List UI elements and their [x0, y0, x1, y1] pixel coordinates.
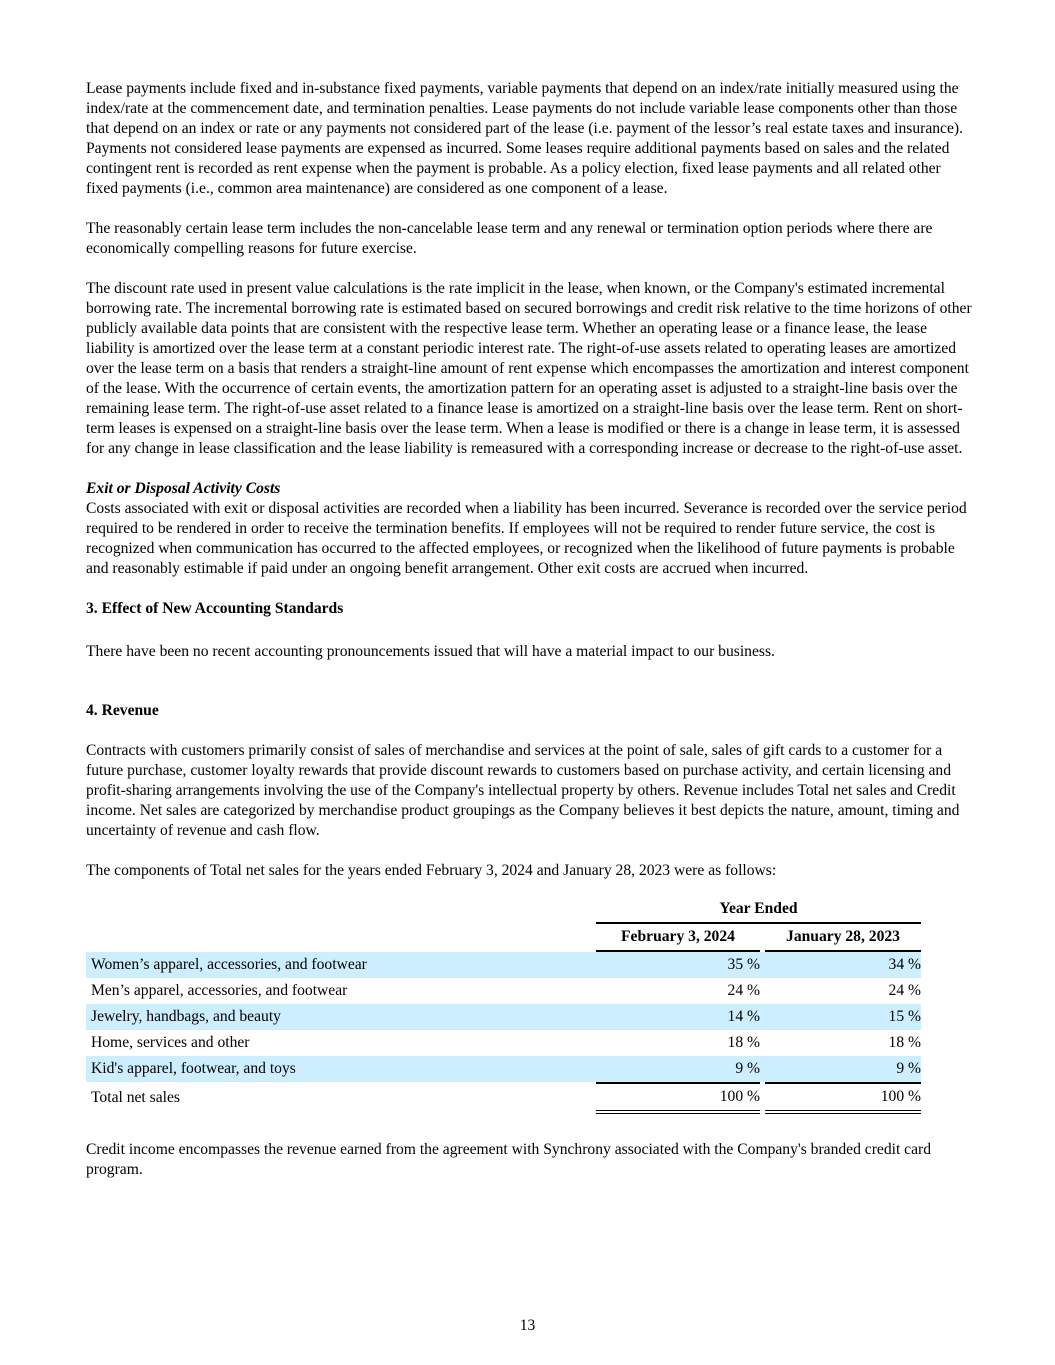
row-label: Jewelry, handbags, and beauty: [86, 1004, 596, 1030]
table-total-row: [86, 1082, 921, 1114]
row-label: Home, services and other: [91, 1034, 250, 1051]
table-header-row-dates: [86, 924, 921, 952]
row-value-2023: 18 %: [888, 1034, 921, 1051]
row-label: Women’s apparel, accessories, and footwear: [86, 952, 596, 978]
row-value-2023: 34 %: [765, 952, 921, 978]
table-row: [86, 1030, 921, 1056]
net-sales-table: [86, 896, 921, 1114]
paragraph-components-intro: The components of Total net sales for the years ended February 3, 2024 and January 28, 2023 were as follows:: [86, 862, 777, 879]
total-value-2023: 100 %: [765, 1082, 921, 1114]
paragraph-lease-term: The reasonably certain lease term includes the non-cancelable lease term and any renewal or termination option periods where there are economically compelling reasons for future exercise.: [86, 220, 933, 257]
paragraph-exit-costs: Costs associated with exit or disposal activities are recorded when a liability has been incurred. Severance is recorded over the service period required to be rendered in order to receive the termination benefits. If employees will not be required to render future service, the cost is recognized when communication has occurred to the affected employees, or recognized when the likelihood of future payments is probable and reasonably estimable if paid under an ongoing benefit arrangement. Other exit costs are accrued when incurred.: [86, 500, 967, 577]
section-3-heading: 3. Effect of New Accounting Standards: [86, 600, 344, 617]
table-row: [86, 952, 921, 978]
table-header-row-group: [86, 896, 921, 924]
row-value-2024: 35 %: [596, 952, 760, 978]
row-value-2024: 14 %: [596, 1004, 760, 1030]
document-page: [86, 79, 972, 1180]
total-label: Total net sales: [91, 1089, 180, 1106]
year-ended-header: Year Ended: [596, 896, 921, 924]
paragraph-discount-rate: The discount rate used in present value calculations is the rate implicit in the lease, when known, or the Company's estimated incremental borrowing rate. The incremental borrowing rate is estimated based on secured borrowings and credit risk relative to the time horizons of other publicly available data points that are consistent with the respective lease term. Whether an operating lease or a finance lease, the lease liability is amortized over the lease term at a constant periodic interest rate. The right-of-use assets related to operating leases are amortized over the lease term on a basis that renders a straight-line amount of rent expense which encompasses the amortization and interest component of the lease. With the occurrence of certain events, the amortization pattern for an operating asset is adjusted to a straight-line basis over the remaining lease term. The right-of-use asset related to a finance lease is amortized on a straight-line basis over the lease term. Rent on short-term leases is expensed on a straight-line basis over the lease term. When a lease is modified or there is a change in lease term, it is assessed for any change in lease classification and the lease liability is remeasured with a corresponding increase or decrease to the right-of-use asset.: [86, 280, 972, 457]
section-4-heading: 4. Revenue: [86, 702, 159, 719]
table-row: [86, 1056, 921, 1082]
row-value-2024: 9 %: [596, 1056, 760, 1082]
row-value-2023: 15 %: [765, 1004, 921, 1030]
column-header-jan-2023: January 28, 2023: [765, 924, 921, 952]
table-row: [86, 1004, 921, 1030]
paragraph-section-3: There have been no recent accounting pronouncements issued that will have a material impact to our business.: [86, 643, 775, 660]
row-label: Kid's apparel, footwear, and toys: [86, 1056, 596, 1082]
row-label: Men’s apparel, accessories, and footwear: [91, 982, 348, 999]
table-row: [86, 978, 921, 1004]
row-value-2023: 24 %: [888, 982, 921, 999]
page-number: 13: [519, 1317, 536, 1334]
row-value-2023: 9 %: [765, 1056, 921, 1082]
paragraph-lease-payments: Lease payments include fixed and in-substance fixed payments, variable payments that depend on an index/rate initially measured using the index/rate at the commencement date, and termination penalties. Lease payments do not include variable lease components other than those that depend on an index or rate or any payments not considered part of the lease (i.e. payment of the lessor’s real estate taxes and insurance). Payments not considered lease payments are expensed as incurred. Some leases require additional payments based on sales and the related contingent rent is recorded as rent expense when the payment is probable. As a policy election, fixed lease payments and all related other fixed payments (i.e., common area maintenance) are considered as one component of a lease.: [86, 80, 963, 197]
paragraph-contracts: Contracts with customers primarily consist of sales of merchandise and services at the point of sale, sales of gift cards to a customer for a future purchase, customer loyalty rewards that provide discount rewards to customers based on purchase activity, and certain licensing and profit-sharing arrangements involving the use of the Company's intellectual property by others. Revenue includes Total net sales and Credit income. Net sales are categorized by merchandise product groupings as the Company believes it best depicts the nature, amount, timing and uncertainty of revenue and cash flow.: [86, 742, 960, 839]
paragraph-credit-income: Credit income encompasses the revenue earned from the agreement with Synchrony associated with the Company's branded credit card program.: [86, 1141, 932, 1178]
row-value-2024: 18 %: [727, 1034, 760, 1051]
exit-costs-heading: Exit or Disposal Activity Costs: [86, 480, 281, 497]
column-header-feb-2024: February 3, 2024: [596, 924, 760, 952]
total-value-2024: 100 %: [596, 1082, 760, 1114]
row-value-2024: 24 %: [727, 982, 760, 999]
